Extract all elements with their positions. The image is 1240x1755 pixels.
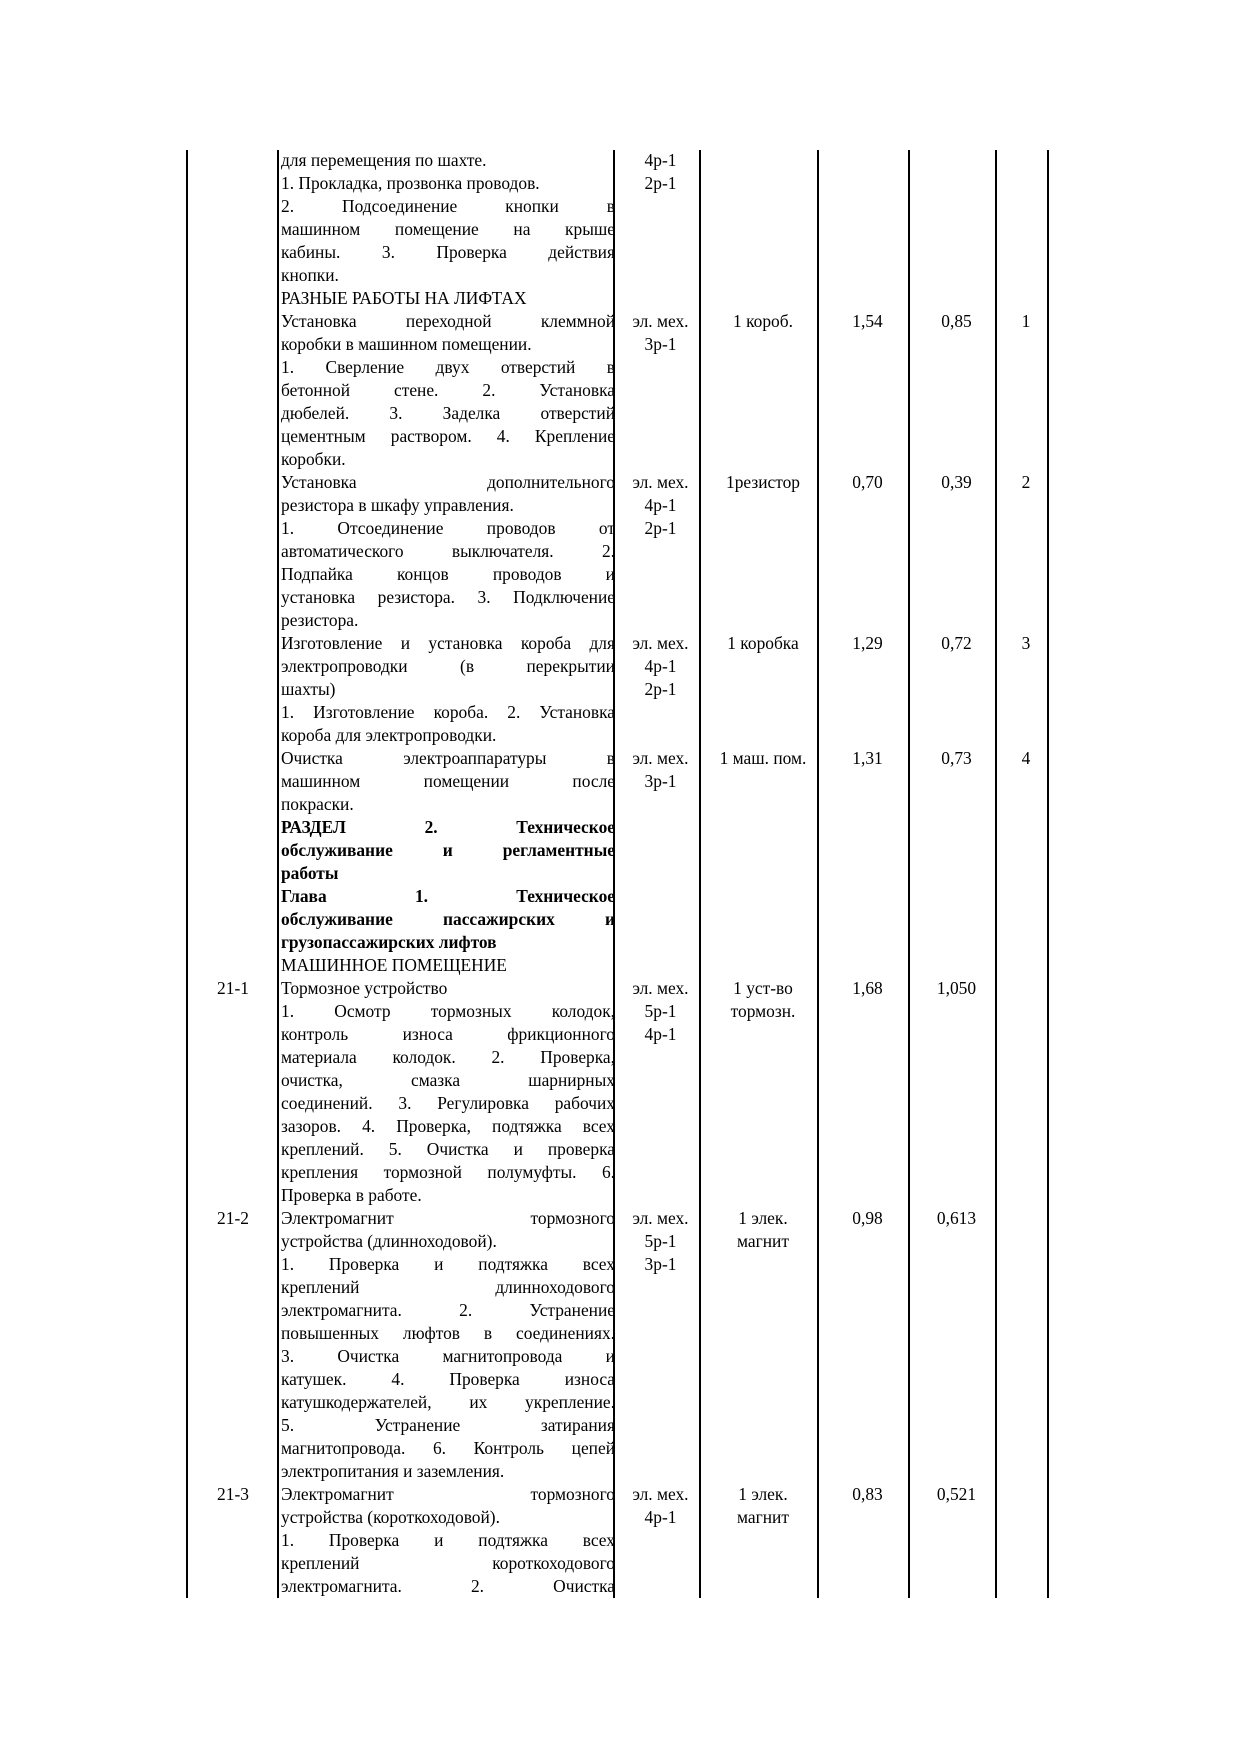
table-row	[187, 310, 1104, 471]
description-line: Изготовление и установка короба для	[281, 633, 615, 653]
description-line: 1. Проверка и подтяжка всех	[281, 1254, 615, 1274]
time-value-cell	[913, 816, 1000, 885]
description-line: грузопассажирских лифтов	[281, 932, 497, 952]
description-line: контроль износа фрикционного	[281, 1024, 615, 1044]
item-number-cell	[1000, 747, 1052, 816]
labor-value-cell	[822, 1483, 913, 1598]
labor-value-cell	[822, 632, 913, 747]
table-row	[187, 747, 1104, 816]
worker-grade: 4р-1	[644, 656, 677, 676]
item-number-cell	[1000, 1483, 1052, 1598]
labor-value-cell	[822, 1207, 913, 1483]
description-line: креплений короткоходового	[281, 1553, 615, 1573]
unit-cell	[704, 310, 822, 471]
work-description-cell	[279, 747, 617, 816]
item-number-cell	[1000, 977, 1052, 1207]
unit-cell	[704, 632, 822, 747]
description-line: для перемещения по шахте.	[281, 150, 487, 170]
table-row	[187, 632, 1104, 747]
description-line: 5. Устранение затирания	[281, 1415, 615, 1435]
item-number-cell	[1000, 1207, 1052, 1483]
norm-code-cell	[187, 1483, 279, 1598]
description-line: кабины. 3. Проверка действия	[281, 242, 615, 262]
worker-grade: 3р-1	[644, 334, 677, 354]
unit-cell	[704, 287, 822, 310]
description-line: магнитопровода. 6. Контроль цепей	[281, 1438, 615, 1458]
description-line: Электромагнит тормозного	[281, 1484, 615, 1504]
description-line: 1. Прокладка, прозвонка проводов.	[281, 173, 540, 193]
empty-cell	[1052, 1483, 1104, 1598]
description-line: Тормозное устройство	[281, 978, 448, 998]
description-line: 1. Осмотр тормозных колодок,	[281, 1001, 615, 1021]
workers-cell	[617, 632, 704, 747]
unit-cell	[704, 954, 822, 977]
worker-grade: 3р-1	[644, 1254, 677, 1274]
labor-value-cell	[822, 954, 913, 977]
description-line: материала колодок. 2. Проверка,	[281, 1047, 615, 1067]
worker-grade: 5р-1	[644, 1001, 677, 1021]
time-value: 0,73	[941, 748, 972, 768]
table-row	[187, 816, 1104, 885]
norm-code-cell	[187, 954, 279, 977]
work-description-cell	[279, 816, 617, 885]
description-line: работы	[281, 863, 339, 883]
description-line: 2. Подсоединение кнопки в	[281, 196, 615, 216]
item-number: 3	[1021, 633, 1031, 653]
time-value-cell	[913, 885, 1000, 954]
time-value: 0,521	[936, 1484, 977, 1504]
item-number-cell	[1000, 885, 1052, 954]
labor-value: 1,54	[852, 311, 883, 331]
table-row	[187, 1207, 1104, 1483]
labor-value: 0,70	[852, 472, 883, 492]
description-line: коробки в машинном помещении.	[281, 334, 532, 354]
item-number-cell	[1000, 149, 1052, 287]
empty-cell	[1052, 287, 1104, 310]
labor-value-cell	[822, 149, 913, 287]
norm-code-cell	[187, 149, 279, 287]
empty-cell	[1052, 816, 1104, 885]
time-value-cell	[913, 1207, 1000, 1483]
time-value-cell	[913, 747, 1000, 816]
description-line: 1. Сверление двух отверстий в	[281, 357, 615, 377]
table-row	[187, 149, 1104, 287]
workers-cell	[617, 816, 704, 885]
norm-code-cell	[187, 977, 279, 1207]
description-line: бетонной стене. 2. Установка	[281, 380, 615, 400]
labor-value-cell	[822, 287, 913, 310]
item-number-cell	[1000, 287, 1052, 310]
norm-code-cell	[187, 287, 279, 310]
description-line: коробки.	[281, 449, 346, 469]
description-line: устройства (короткоходовой).	[281, 1507, 500, 1527]
norm-code-cell	[187, 1207, 279, 1483]
empty-cell	[1052, 149, 1104, 287]
labor-value: 0,83	[852, 1484, 883, 1504]
worker-grade: 4р-1	[644, 1507, 677, 1527]
unit-cell	[704, 885, 822, 954]
empty-cell	[1052, 1207, 1104, 1483]
norm-code-cell	[187, 885, 279, 954]
labor-value: 1,31	[852, 748, 883, 768]
description-line: электромагнита. 2. Устранение	[281, 1300, 615, 1320]
labor-value-cell	[822, 310, 913, 471]
worker-grade: 5р-1	[644, 1231, 677, 1251]
item-number-cell	[1000, 310, 1052, 471]
description-line: катушек. 4. Проверка износа	[281, 1369, 615, 1389]
worker-grade: 2р-1	[644, 173, 677, 193]
description-line: Установка дополнительного	[281, 472, 615, 492]
work-description-cell	[279, 954, 617, 977]
description-line: установка резистора. 3. Подключение	[281, 587, 615, 607]
table-row	[187, 885, 1104, 954]
labor-value-cell	[822, 977, 913, 1207]
workers-cell	[617, 885, 704, 954]
worker-grade: эл. мех.	[632, 1208, 689, 1228]
norm-code: 21-2	[217, 1208, 249, 1228]
labor-value-cell	[822, 747, 913, 816]
table-row	[187, 954, 1104, 977]
description-line: машинном помещении после	[281, 771, 615, 791]
description-line: Очистка электроаппаратуры в	[281, 748, 615, 768]
time-value: 0,85	[941, 311, 972, 331]
description-line: обслуживание пассажирских и	[281, 909, 615, 929]
description-line: катушкодержателей, их укрепление.	[281, 1392, 615, 1412]
time-value-cell	[913, 977, 1000, 1207]
unit-text: 1 коробка	[727, 633, 799, 653]
time-value-cell	[913, 471, 1000, 632]
time-value: 0,39	[941, 472, 972, 492]
unit-text: тормозн.	[730, 1001, 796, 1021]
description-line: Установка переходной клеммной	[281, 311, 615, 331]
time-value-cell	[913, 1483, 1000, 1598]
work-description-cell	[279, 149, 617, 287]
unit-text: магнит	[737, 1507, 789, 1527]
work-description-cell	[279, 885, 617, 954]
description-line: покраски.	[281, 794, 354, 814]
worker-grade: эл. мех.	[632, 633, 689, 653]
description-line: Проверка в работе.	[281, 1185, 422, 1205]
unit-text: 1 уст-во	[733, 978, 793, 998]
norm-code-cell	[187, 747, 279, 816]
unit-cell	[704, 1207, 822, 1483]
worker-grade: эл. мех.	[632, 472, 689, 492]
empty-cell	[1052, 954, 1104, 977]
worker-grade: эл. мех.	[632, 311, 689, 331]
workers-cell	[617, 287, 704, 310]
empty-cell	[1052, 632, 1104, 747]
time-value: 1,050	[936, 978, 977, 998]
description-line: Подпайка концов проводов и	[281, 564, 615, 584]
unit-cell	[704, 149, 822, 287]
unit-text: 1 короб.	[733, 311, 793, 331]
description-line: 3. Очистка магнитопровода и	[281, 1346, 615, 1366]
workers-cell	[617, 977, 704, 1207]
worker-grade: эл. мех.	[632, 1484, 689, 1504]
worker-grade: 3р-1	[644, 771, 677, 791]
description-line: электропроводки (в перекрытии	[281, 656, 615, 676]
empty-cell	[1052, 747, 1104, 816]
description-line: МАШИННОЕ ПОМЕЩЕНИЕ	[281, 955, 507, 975]
norm-code-cell	[187, 310, 279, 471]
workers-cell	[617, 1207, 704, 1483]
unit-text: 1 элек.	[738, 1484, 788, 1504]
norm-code-cell	[187, 471, 279, 632]
worker-grade: 2р-1	[644, 679, 677, 699]
norm-code-cell	[187, 632, 279, 747]
time-value: 0,72	[941, 633, 972, 653]
workers-cell	[617, 471, 704, 632]
empty-cell	[1052, 885, 1104, 954]
worker-grade: 4р-1	[644, 495, 677, 515]
description-line: соединений. 3. Регулировка рабочих	[281, 1093, 615, 1113]
item-number: 2	[1021, 472, 1031, 492]
table-row	[187, 287, 1104, 310]
description-line: шахты)	[281, 679, 336, 699]
item-number: 4	[1021, 748, 1031, 768]
work-description-cell	[279, 310, 617, 471]
time-value: 0,613	[936, 1208, 977, 1228]
time-value-cell	[913, 310, 1000, 471]
description-line: 1. Отсоединение проводов от	[281, 518, 615, 538]
unit-cell	[704, 816, 822, 885]
description-line: РАЗДЕЛ 2. Техническое	[281, 817, 615, 837]
time-value-cell	[913, 954, 1000, 977]
work-description-cell	[279, 1207, 617, 1483]
norm-code: 21-3	[217, 1484, 249, 1504]
worker-grade: 4р-1	[644, 150, 677, 170]
description-line: 1. Проверка и подтяжка всех	[281, 1530, 615, 1550]
work-description-cell	[279, 471, 617, 632]
unit-text: 1 маш. пом.	[719, 748, 807, 768]
worker-grade: 4р-1	[644, 1024, 677, 1044]
unit-cell	[704, 1483, 822, 1598]
norms-table	[187, 149, 1104, 1598]
time-value-cell	[913, 149, 1000, 287]
description-line: обслуживание и регламентные	[281, 840, 615, 860]
item-number-cell	[1000, 816, 1052, 885]
labor-value: 1,29	[852, 633, 883, 653]
description-line: электромагнита. 2. Очистка	[281, 1576, 615, 1596]
work-description-cell	[279, 1483, 617, 1598]
norm-code: 21-1	[217, 978, 249, 998]
description-line: кнопки.	[281, 265, 339, 285]
workers-cell	[617, 1483, 704, 1598]
table-body	[187, 149, 1104, 1598]
worker-grade: эл. мех.	[632, 748, 689, 768]
workers-cell	[617, 747, 704, 816]
description-line: резистора.	[281, 610, 359, 630]
description-line: Электромагнит тормозного	[281, 1208, 615, 1228]
item-number: 1	[1021, 311, 1031, 331]
description-line: креплений длинноходового	[281, 1277, 615, 1297]
workers-cell	[617, 310, 704, 471]
work-description-cell	[279, 287, 617, 310]
description-line: креплений. 5. Очистка и проверка	[281, 1139, 615, 1159]
item-number-cell	[1000, 954, 1052, 977]
labor-value: 0,98	[852, 1208, 883, 1228]
unit-cell	[704, 471, 822, 632]
unit-text: магнит	[737, 1231, 789, 1251]
description-line: зазоров. 4. Проверка, подтяжка всех	[281, 1116, 615, 1136]
unit-text: 1резистор	[726, 472, 800, 492]
time-value-cell	[913, 632, 1000, 747]
empty-cell	[1052, 310, 1104, 471]
description-line: автоматического выключателя. 2.	[281, 541, 615, 561]
table-row	[187, 1483, 1104, 1598]
empty-cell	[1052, 977, 1104, 1207]
worker-grade: 2р-1	[644, 518, 677, 538]
item-number-cell	[1000, 632, 1052, 747]
table-row	[187, 471, 1104, 632]
description-line: короба для электропроводки.	[281, 725, 497, 745]
description-line: электропитания и заземления.	[281, 1461, 505, 1481]
table-row	[187, 977, 1104, 1207]
item-number-cell	[1000, 471, 1052, 632]
unit-cell	[704, 747, 822, 816]
work-description-cell	[279, 977, 617, 1207]
empty-cell	[1052, 471, 1104, 632]
description-line: цементным раствором. 4. Крепление	[281, 426, 615, 446]
description-line: машинном помещение на крыше	[281, 219, 615, 239]
labor-value-cell	[822, 471, 913, 632]
work-description-cell	[279, 632, 617, 747]
labor-value-cell	[822, 885, 913, 954]
workers-cell	[617, 149, 704, 287]
description-line: РАЗНЫЕ РАБОТЫ НА ЛИФТАХ	[281, 288, 527, 308]
norm-code-cell	[187, 816, 279, 885]
description-line: устройства (длинноходовой).	[281, 1231, 497, 1251]
time-value-cell	[913, 287, 1000, 310]
description-line: дюбелей. 3. Заделка отверстий	[281, 403, 615, 423]
description-line: резистора в шкафу управления.	[281, 495, 514, 515]
description-line: очистка, смазка шарнирных	[281, 1070, 615, 1090]
labor-value-cell	[822, 816, 913, 885]
labor-value: 1,68	[852, 978, 883, 998]
worker-grade: эл. мех.	[632, 978, 689, 998]
description-line: повышенных люфтов в соединениях.	[281, 1323, 615, 1343]
description-line: 1. Изготовление короба. 2. Установка	[281, 702, 615, 722]
workers-cell	[617, 954, 704, 977]
unit-cell	[704, 977, 822, 1207]
description-line: крепления тормозной полумуфты. 6.	[281, 1162, 615, 1182]
unit-text: 1 элек.	[738, 1208, 788, 1228]
description-line: Глава 1. Техническое	[281, 886, 615, 906]
